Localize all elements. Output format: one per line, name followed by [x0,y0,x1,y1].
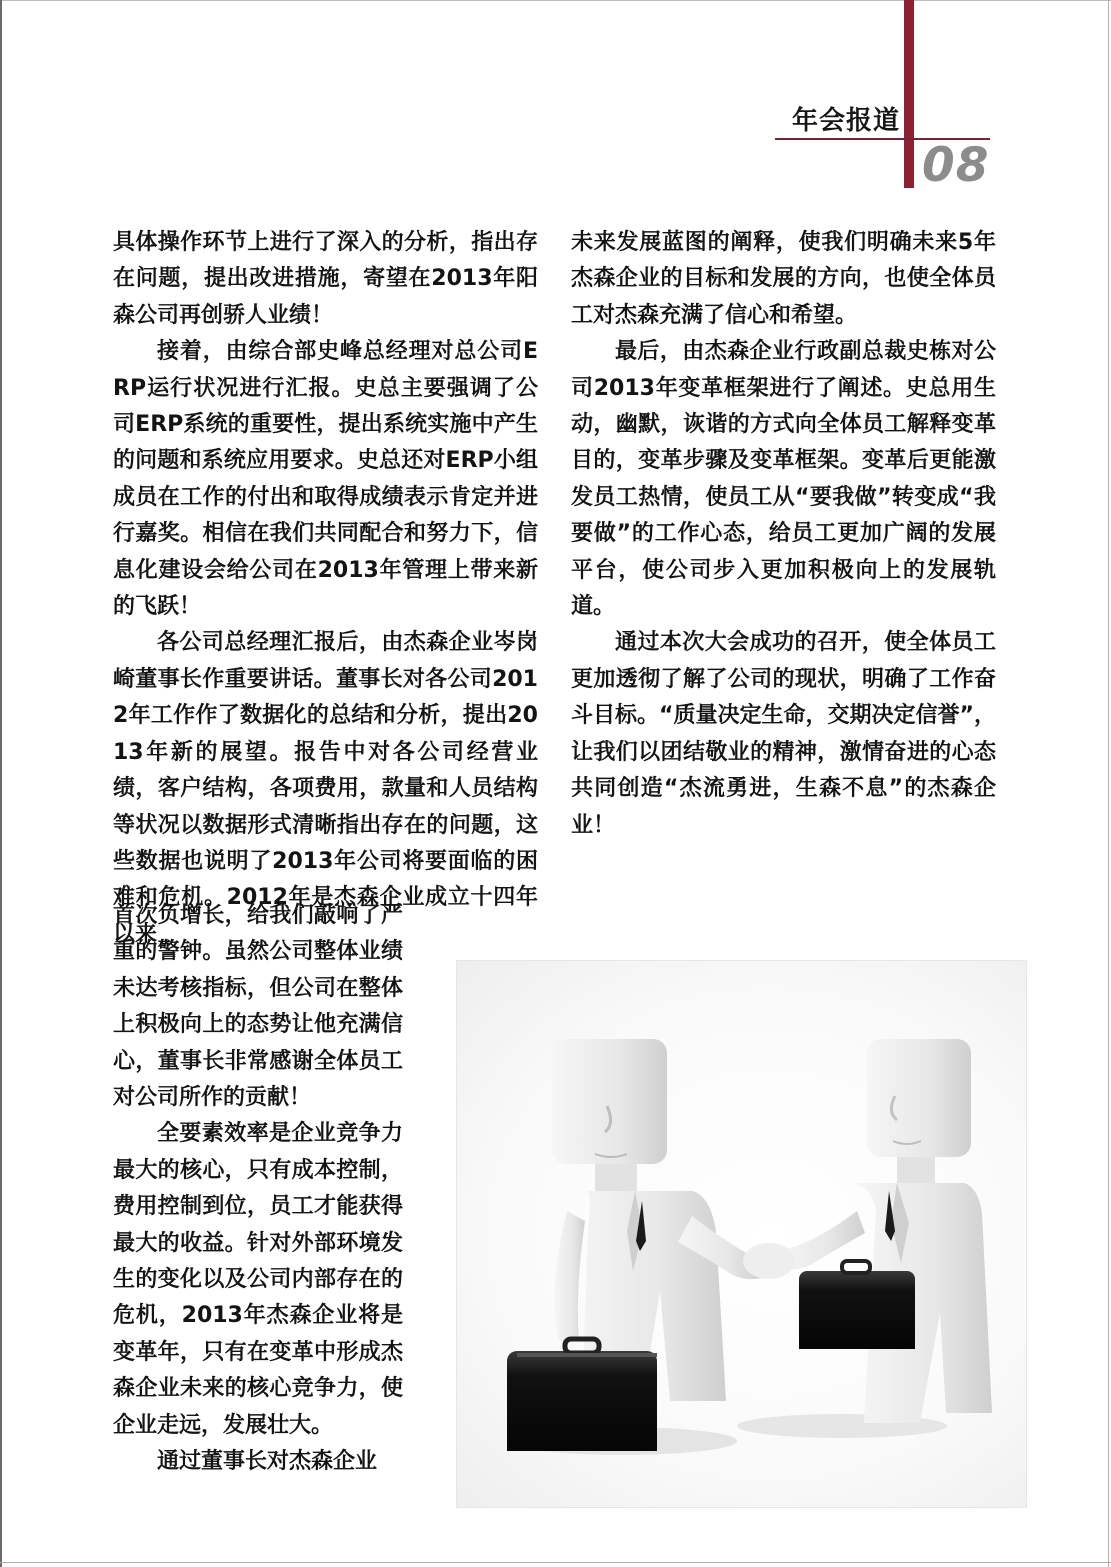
right-figure [777,1039,992,1423]
page-border-left [0,0,2,1567]
left-column-top [113,225,538,953]
paragraph: 通过本次大会成功的召开，使全体员工更加透彻了解了公司的现状，明确了工作奋斗目标。“质量决定生命，交期决定信誉”，让我们以团结敬业的精神，激情奋进的心态共同创造“杰流勇进，生森不息”的杰森企业！ [571,630,996,838]
paragraph: 首次负增长，给我们敲响了严重的警钟。虽然公司整体业绩未达考核指标，但公司在整体上积极向上的态势让他充满信心，董事长非常感谢全体员工对公司所作的贡献！ [113,903,403,1111]
left-column-narrow [113,898,403,1481]
paragraph: 最后，由杰森企业行政副总裁史栋对公司2013年变革框架进行了阐述。史总用生动，幽默，诙谐的方式向全体员工解释变革目的，变革步骤及变革框架。变革后更能激发员工热情，使员工从“要我做”转变成“我要做”的工作心态，给员工更加广阔的发展平台，使公司步入更加积极向上的发展轨道。 [571,339,996,620]
right-column [571,225,996,844]
page-border-right [1108,0,1109,1567]
paragraph: 未来发展蓝图的阐释，使我们明确未来5年杰森企业的目标和发展的方向，也使全体员工对杰森充满了信心和希望。 [571,230,996,328]
accent-bar [904,0,914,188]
left-figure [507,1039,762,1451]
page-border-top [0,0,1111,1]
paragraph: 通过董事长对杰森企业 [157,1449,378,1475]
handshake-businessmen-icon [457,961,1026,1507]
paragraph: 具体操作环节上进行了深入的分析，指出存在问题，提出改进措施，寄望在2013年阳森公司再创骄人业绩！ [113,230,538,328]
paragraph: 全要素效率是企业竞争力最大的核心，只有成本控制，费用控制到位，员工才能获得最大的收益。针对外部环境发生的变化以及公司内部存在的危机，2013年杰森企业将是变革年，只有在变革中形成杰森企业未来的核心竞争力，使企业走远，发展壮大。 [113,1121,403,1438]
section-title: 年会报道 [791,106,900,136]
paragraph: 各公司总经理汇报后，由杰森企业岑岗崎董事长作重要讲话。董事长对各公司2012年工作作了数据化的总结和分析，提出2013年新的展望。报告中对各公司经营业绩，客户结构，各项费用，款量和人员结构等状况以数据形式清晰指出存在的问题，这些数据也说明了2013年公司将要面临的困难和危机。2012年是杰森企业成立十四年以来 [113,630,538,947]
page-border-bottom [0,1562,1111,1563]
handshake-illustration [456,960,1027,1508]
paragraph: 接着，由综合部史峰总经理对总公司ERP运行状况进行汇报。史总主要强调了公司ERP系统的重要性，提出系统实施中产生的问题和系统应用要求。史总还对ERP小组成员在工作的付出和取得成绩表示肯定并进行嘉奖。相信在我们共同配合和努力下，信息化建设会给公司在2013年管理上带来新的飞跃！ [113,339,538,620]
page-number: 08 [922,138,990,193]
